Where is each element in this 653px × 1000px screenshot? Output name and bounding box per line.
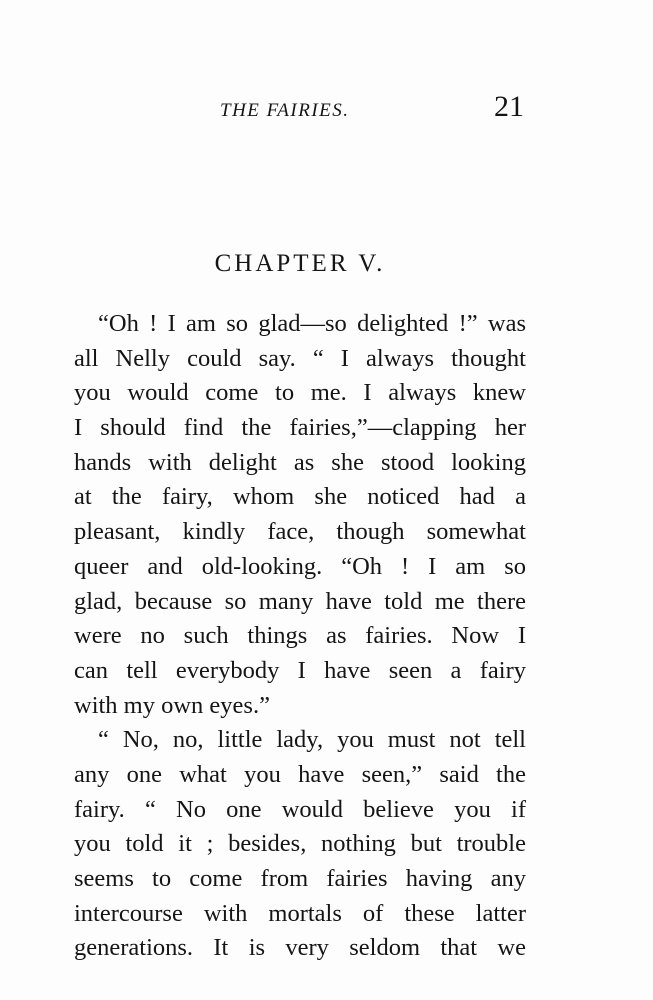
text-line: at the fairy, whom she noticed had a [74, 483, 526, 511]
text-line: “ No, no, little lady, you must not tell [98, 726, 526, 754]
text-line: queer and old-looking. “Oh ! I am so [74, 552, 526, 580]
text-line: I should find the fairies,”—clapping her [74, 414, 526, 442]
text-line: fairy. “ No one would believe you if [74, 795, 526, 823]
text-line: you told it ; besides, nothing but trouble [74, 830, 526, 858]
text-line: you would come to me. I always knew [74, 379, 526, 407]
text-line: generations. It is very seldom that we [74, 934, 526, 962]
text-line: all Nelly could say. “ I always thought [74, 344, 526, 372]
text-line: any one what you have seen,” said the [74, 760, 526, 788]
chapter-heading: CHAPTER V. [214, 250, 386, 277]
text-line: with my own eyes.” [74, 691, 270, 719]
running-head [70, 90, 530, 130]
page-number: 21 [494, 90, 524, 123]
text-line: intercourse with mortals of these latter [74, 899, 526, 927]
text-line: hands with delight as she stood looking [74, 448, 526, 476]
text-line: were no such things as fairies. Now I [74, 622, 526, 650]
text-line: glad, because so many have told me there [74, 587, 526, 615]
text-line: pleasant, kindly face, though somewhat [74, 518, 526, 546]
text-line: “Oh ! I am so glad—so delighted !” was [98, 310, 526, 337]
body-text [74, 307, 526, 966]
text-line: can tell everybody I have seen a fairy [74, 656, 526, 684]
text-line: seems to come from fairies having any [74, 865, 526, 892]
running-title: THE FAIRIES. [220, 100, 350, 121]
